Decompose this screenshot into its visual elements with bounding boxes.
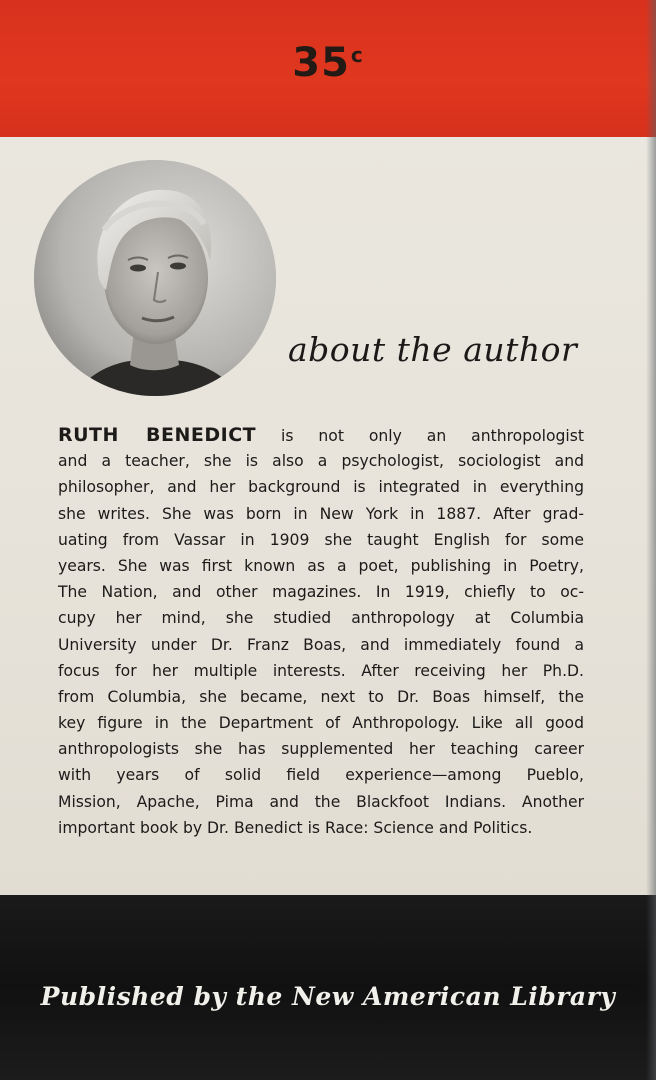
bio-line: key figure in the Department of Anthropology. Like all good [58,714,584,733]
bio-line: focus for her multiple interests. After receiving her Ph.D. [58,661,584,680]
bio-line: The Nation, and other magazines. In 1919, chiefly to oc- [58,583,584,602]
price-unit: c [350,43,364,67]
bio-line [58,422,584,448]
cover-edge-shadow [646,0,656,1080]
bio-line: she writes. She was born in New York in 1887. After grad- [58,504,584,523]
price-amount: 35 [292,40,350,86]
bio-line: anthropologists she has supplemented her teaching career [58,740,584,759]
author-portrait [34,160,276,396]
about-the-author-heading: about the author [288,330,578,369]
bio-line: Mission, Apache, Pima and the Blackfoot Indians. Another [58,792,584,811]
bio-line: University under Dr. Franz Boas, and immediately found a [58,635,584,654]
bio-line: and a teacher, she is also a psychologist, sociologist and [58,452,584,471]
portrait-image [34,160,276,396]
price-label [0,40,656,86]
bio-line: with years of solid field experience—among Pueblo, [58,766,584,785]
price-band [0,0,656,137]
bio-line: cupy her mind, she studied anthropology at Columbia [58,609,584,628]
bio-line: years. She was first known as a poet, publishing in Poetry, [58,556,584,575]
bio-line: from Columbia, she became, next to Dr. Boas himself, the [58,687,584,706]
bio-line: important book by Dr. Benedict is Race: Science and Politics. [58,818,533,837]
author-biography [58,422,584,841]
author-name: RUTH BENEDICT [58,424,257,446]
bio-line: uating from Vassar in 1909 she taught English for some [58,530,584,549]
bio-line-text: is not only an anthropologist [281,427,584,445]
publisher-imprint: Published by the New American Library [40,982,616,1011]
bio-line: philosopher, and her background is integrated in everything [58,478,584,497]
